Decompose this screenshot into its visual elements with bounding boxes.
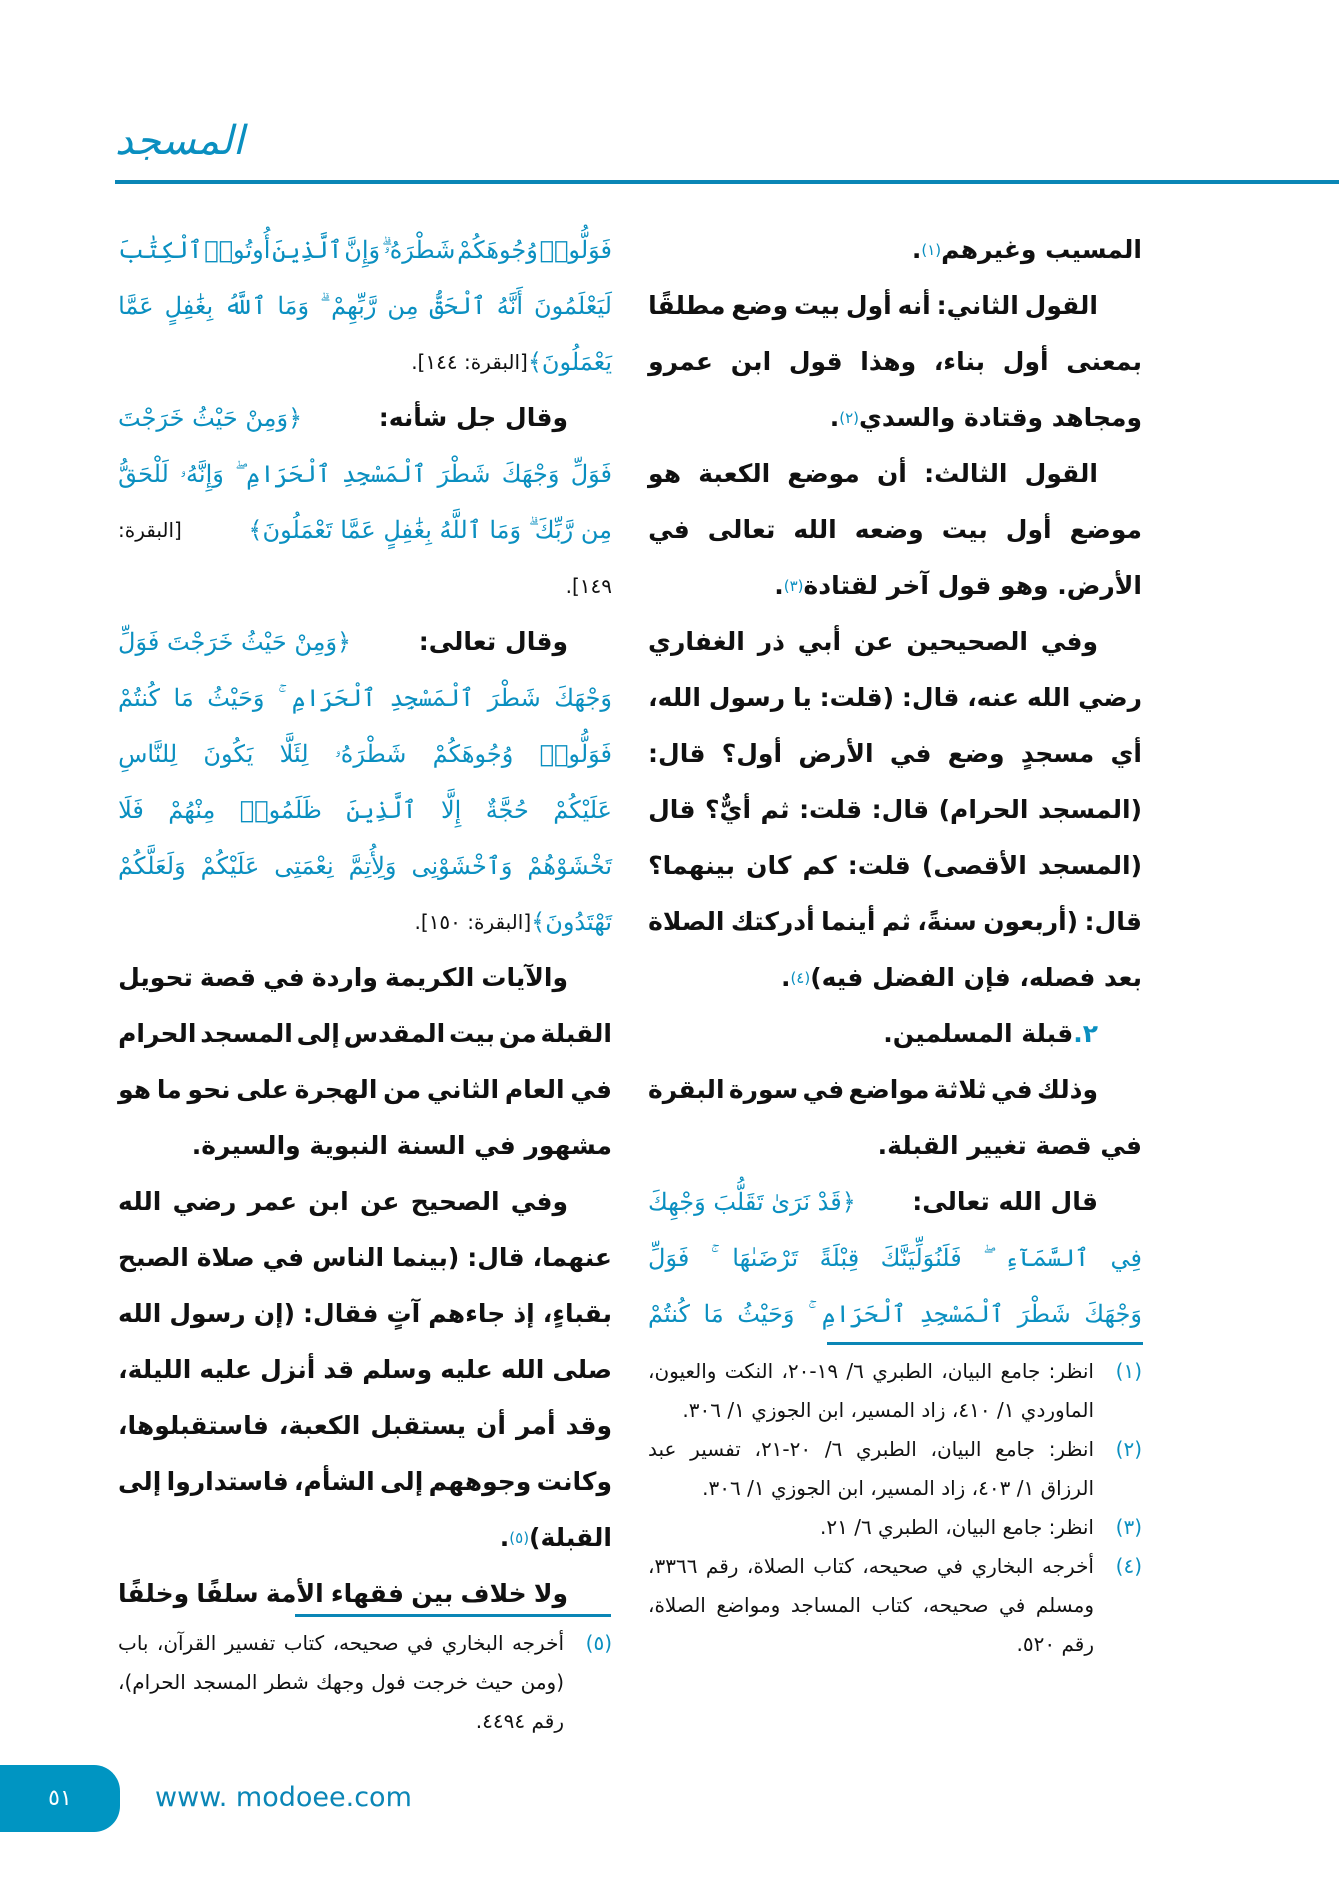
footnote-text: انظر: جامع البيان، الطبري ٦/ ٢٠-٢١، تفسير عبد الرزاق ١/ ٤٠٣، زاد المسير، ابن الجوزي ١/ ٣٠٦. [648,1437,1094,1500]
quran-verse-text: وَجْهَكَ شَطْرَ ٱلْمَسْجِدِ ٱلْحَرَامِ وَحَيْثُ مَا كُنتُمْ [648,1300,1142,1328]
quran-verse-text: فَوَلِّ وَجْهَكَ شَطْرَ ٱلْمَسْجِدِ ٱلْحَرَامِ وَإِنَّهُۥ لَلْحَقُّ [118,460,612,488]
body-text: . [829,403,840,432]
text-line [118,726,612,782]
footnote-ref[interactable]: (٢) [839,409,860,427]
text-line [118,670,612,726]
text-line [118,1118,612,1174]
footnotes-left [118,1624,612,1741]
body-text: وقد أمر أن يستقبل الكعبة، فاستقبلوها، [118,1411,612,1440]
body-text: . [780,963,791,992]
text-line [648,670,1142,726]
text-line [648,278,1142,334]
body-text: الأرض. وهو قول آخر لقتادة [803,571,1142,600]
footnote-number: (٣) [1115,1515,1142,1539]
footnote-text: أخرجه البخاري في صحيحه، كتاب تفسير القرآن، باب (ومن حيث خرجت فول وجهك شطر المسجد الحرام)، رقم ٤٤٩٤. [118,1631,564,1733]
footnote-number: (٥) [585,1631,612,1655]
quran-verse-text: لَيَعْلَمُونَ أَنَّهُ ٱلْحَقُّ مِن رَّبِّهِمْ وَمَا ٱللَّهُ بِغَٰفِلٍ عَمَّا [118,292,612,320]
body-text: موضع أول بيت وضعه الله تعالى في [648,515,1142,544]
text-line [118,446,612,502]
footnote-number: (١) [1115,1359,1142,1383]
body-text: ولا خلاف بين فقهاء الأمة سلفًا وخلفًا [118,1579,568,1608]
body-text: في قصة تغيير القبلة. [877,1131,1142,1160]
right-column [648,222,1142,1342]
text-line [648,726,1142,782]
text-line [648,950,1142,1006]
body-text: رضي الله عنه، قال: (قلت: يا رسول الله، [648,683,1142,712]
text-line [118,334,612,390]
text-line [118,1174,612,1230]
text-line [648,1286,1142,1342]
quran-verse-text: ﴿وَمِنْ حَيْثُ خَرَجْتَ فَوَلِّ [118,628,352,656]
body-text: والآيات الكريمة واردة في قصة تحويل [118,963,568,992]
quran-verse-text: مِن رَّبِّكَ ۗ وَمَا ٱللَّهُ بِغَٰفِلٍ عَمَّا تَعْمَلُونَ﴾ [248,516,612,544]
body-text: عنهما، قال: (بينما الناس في صلاة الصبح [118,1243,612,1272]
footnote-ref[interactable]: (٣) [783,577,804,595]
page-number: ٥١ [48,1786,72,1811]
body-text: في العام الثاني من الهجرة على نحو ما هو [118,1075,612,1104]
body-text: القبلة) [529,1523,612,1552]
body-text: وذلك في ثلاثة مواضع في سورة البقرة [648,1075,1098,1104]
body-text: . [499,1523,510,1552]
verse-citation: [البقرة: [118,518,182,542]
text-line [118,222,612,278]
chapter-title-logo: المسجد [115,118,244,164]
verse-citation: [البقرة: ١٥٠]. [414,910,532,934]
quran-verse-text: تَخْشَوْهُمْ وَٱخْشَوْنِى وَلِأُتِمَّ نِعْمَتِى عَلَيْكُمْ وَلَعَلَّكُمْ [118,852,612,880]
text-line [118,1062,612,1118]
text-line [118,558,612,614]
body-text: القبلة من بيت المقدس إلى المسجد الحرام [118,1019,612,1048]
text-line [118,1510,612,1566]
quran-verse-text: فَوَلُّوا۟ وُجُوهَكُمْ شَطْرَهُۥ لِئَلَّا يَكُونَ لِلنَّاسِ [118,740,612,768]
text-line [118,1454,612,1510]
text-line [118,1006,612,1062]
verse-citation: ١٤٩]. [565,574,612,598]
body-text: بمعنى أول بناء، وهذا قول ابن عمرو [648,347,1142,376]
body-text: ومجاهد وقتادة والسدي [859,403,1142,432]
page-number-badge [0,1765,120,1832]
body-text: قال: (أربعون سنةً، ثم أينما أدركتك الصلاة [648,907,1142,936]
footnote-divider-right [827,1342,1143,1345]
quran-verse-text: عَلَيْكُمْ حُجَّةٌ إِلَّا ٱلَّذِينَ ظَلَمُوا۟ مِنْهُمْ فَلَا [118,796,612,824]
body-text: المسيب وغيرهم [941,235,1142,264]
text-line [118,614,612,670]
text-line [648,558,1142,614]
text-line [118,894,612,950]
footnote [648,1430,1142,1508]
quran-verse-text: تَهْتَدُونَ﴾ [531,908,612,936]
footnotes-right [648,1352,1142,1664]
quran-verse-text: ٢. [1073,1019,1098,1048]
text-line [648,1174,1142,1230]
footnote [118,1624,612,1741]
body-text: وفي الصحيحين عن أبي ذر الغفاري [648,627,1098,656]
text-line [118,1230,612,1286]
footnote [648,1547,1142,1664]
quran-verse-text: ﴿قَدْ نَرَىٰ تَقَلُّبَ وَجْهِكَ [648,1188,856,1216]
body-text: وقال تعالى: [418,627,568,656]
text-line [118,278,612,334]
text-line [648,1062,1142,1118]
text-line [118,838,612,894]
footnote-text: أخرجه البخاري في صحيحه، كتاب الصلاة، رقم ٣٣٦٦، ومسلم في صحيحه، كتاب المساجد ومواضع الصلاة، رقم ٥٢٠. [648,1554,1094,1656]
verse-citation: [البقرة: ١٤٤]. [411,350,528,374]
quran-verse-text: ﴿وَمِنْ حَيْثُ خَرَجْتَ [118,404,303,432]
text-line [648,894,1142,950]
body-text: وفي الصحيح عن ابن عمر رضي الله [118,1187,568,1216]
body-text: وقال جل شأنه: [378,403,568,432]
footnote-divider-left [295,1614,611,1617]
footnote [648,1352,1142,1430]
footnote-number: (٢) [1115,1437,1142,1461]
text-line [648,782,1142,838]
text-line [118,782,612,838]
footnote-text: انظر: جامع البيان، الطبري ٦/ ٢١. [820,1515,1094,1539]
text-line [118,390,612,446]
text-line [118,502,612,558]
website-link[interactable]: www. modoee.com [155,1782,412,1813]
footnote-ref[interactable]: (١) [921,241,942,259]
text-line [648,446,1142,502]
text-line [648,390,1142,446]
footnote-number: (٤) [1115,1554,1142,1578]
body-text: القول الثاني: أنه أول بيت وضع مطلقًا [648,291,1098,320]
footnote [648,1508,1142,1547]
text-line [118,1398,612,1454]
text-line [648,222,1142,278]
text-line [648,838,1142,894]
body-text: (المسجد الحرام) قال: قلت: ثم أيٌّ؟ قال [648,795,1142,824]
text-line [118,1342,612,1398]
quran-verse-text: فَوَلُّوا۟ وُجُوهَكُمْ شَطْرَهُۥ وَإِنَّ ٱلَّذِينَ أُوتُوا۟ ٱلْكِتَٰبَ [118,236,612,264]
text-line [118,950,612,1006]
header-divider [115,180,1339,184]
text-line [648,502,1142,558]
body-text: (المسجد الأقصى) قلت: كم كان بينهما؟ [648,851,1142,880]
text-line [118,1286,612,1342]
text-line [648,1230,1142,1286]
text-line [648,1006,1142,1062]
body-text: بقباءٍ، إذ جاءهم آتٍ فقال: (إن رسول الله [118,1299,612,1328]
body-text: القول الثالث: أن موضع الكعبة هو [648,459,1098,488]
footnote-text: انظر: جامع البيان، الطبري ٦/ ١٩-٢٠، النكت والعيون، الماوردي ١/ ٤١٠، زاد المسير، ابن الجوزي ١/ ٣٠٦. [648,1359,1094,1422]
body-text: مشهور في السنة النبوية والسيرة. [191,1131,612,1160]
body-text: أي مسجدٍ وضع في الأرض أول؟ قال: [648,739,1142,768]
body-text: . [911,235,922,264]
footnote-ref[interactable]: (٤) [790,969,811,987]
left-column [118,222,612,1622]
body-text: قبلة المسلمين. [883,1019,1074,1048]
text-line [648,334,1142,390]
quran-verse-text: يَعْمَلُونَ﴾ [527,348,612,376]
body-text: صلى الله عليه وسلم قد أنزل عليه الليلة، [118,1355,612,1384]
quran-verse-text: وَجْهَكَ شَطْرَ ٱلْمَسْجِدِ ٱلْحَرَامِ وَحَيْثُ مَا كُنتُمْ [118,684,612,712]
text-line [648,614,1142,670]
footnote-ref[interactable]: (٥) [509,1529,530,1547]
text-line [648,1118,1142,1174]
body-text: وكانت وجوههم إلى الشأم، فاستداروا إلى [118,1467,612,1496]
body-text: قال الله تعالى: [912,1187,1098,1216]
quran-verse-text: فِي ٱلسَّمَآءِ فَلَنُوَلِّيَنَّكَ قِبْلَةً تَرْضَىٰهَا فَوَلِّ [648,1244,1142,1272]
body-text: . [774,571,784,600]
body-text: بعد فصله، فإن الفضل فيه) [810,963,1142,992]
